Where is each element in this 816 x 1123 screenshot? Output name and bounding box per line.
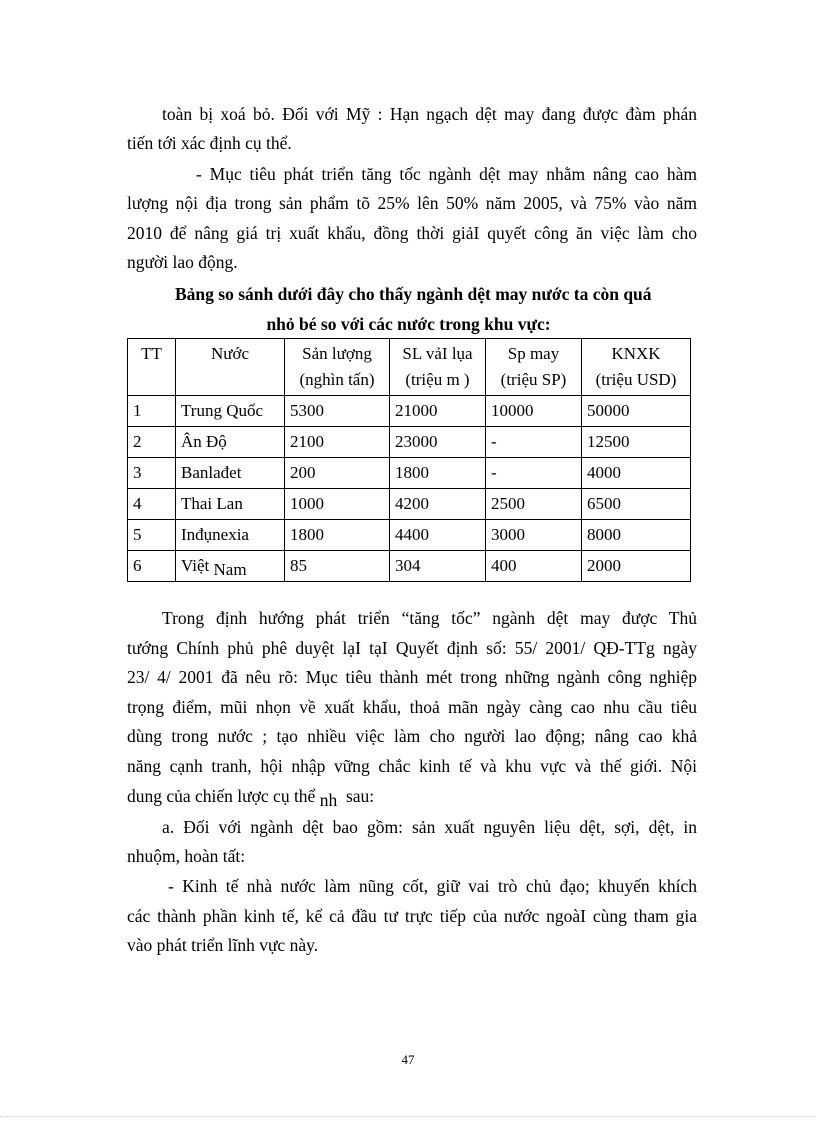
table-row xyxy=(128,427,691,458)
table-cell: Trung Quốc xyxy=(176,396,285,427)
text-line: 23/ 4/ 2001 đã nêu rõ: Mục tiêu thành mét trong những ngành công nghiệp xyxy=(127,667,697,687)
table-caption: Bảng so sánh dưới đây cho thấy ngành dệt may nước ta còn quá xyxy=(175,284,652,304)
header-cell: SL vảI lụa (triệu m ) xyxy=(390,339,486,396)
text-line: lượng nội địa trong sản phẩm tõ 25% lên 50% năm 2005, và 75% vào năm xyxy=(127,193,697,213)
table-cell: 10000 xyxy=(486,396,582,427)
table-cell: 50000 xyxy=(582,396,691,427)
table-cell xyxy=(176,551,285,582)
text-line: nhuộm, hoàn tất: xyxy=(127,846,246,866)
text-line: tướng Chính phủ phê duyệt lạI tạI Quyết định số: 55/ 2001/ QĐ-TTg ngày xyxy=(127,638,697,658)
text-line: 2010 để nâng giá trị xuất khẩu, đồng thời giảI quyết công ăn việc làm cho xyxy=(127,223,697,243)
table-cell: 4 xyxy=(128,489,176,520)
table-cell: 6 xyxy=(128,551,176,582)
text-line: vào phát triển lĩnh vực này. xyxy=(127,935,319,955)
table-cell: 6500 xyxy=(582,489,691,520)
text-line: dùng trong nước ; tạo nhiều việc làm cho người lao động; nâng cao khả xyxy=(127,726,697,746)
table-cell: 4200 xyxy=(390,489,486,520)
table-row xyxy=(128,396,691,427)
page-bottom-rule xyxy=(0,1116,816,1117)
table-cell: 3000 xyxy=(486,520,582,551)
text-line: trọng điểm, mũi nhọn về xuất khẩu, thoả mãn ngày càng cao nhu cầu tiêu xyxy=(127,697,697,717)
table-cell: 2000 xyxy=(582,551,691,582)
header-cell: Sản lượng (nghìn tấn) xyxy=(285,339,390,396)
table-cell: 85 xyxy=(285,551,390,582)
table-cell: 200 xyxy=(285,458,390,489)
table-header-row xyxy=(128,339,691,396)
table-cell: 12500 xyxy=(582,427,691,458)
table-row xyxy=(128,489,691,520)
text-line: toàn bị xoá bỏ. Đối với Mỹ : Hạn ngạch dệt may đang được đàm phán xyxy=(162,104,697,124)
table-cell: - xyxy=(486,458,582,489)
header-cell: TT xyxy=(128,339,176,396)
text-line: các thành phần kinh tế, kể cả đầu tư trực tiếp của nước ngoàI cùng tham gia xyxy=(127,906,697,926)
table-row xyxy=(128,520,691,551)
header-cell: Nước xyxy=(176,339,285,396)
table-cell: Thai Lan xyxy=(176,489,285,520)
table-cell: 23000 xyxy=(390,427,486,458)
table-cell: Ân Độ xyxy=(176,427,285,458)
table-cell: 1000 xyxy=(285,489,390,520)
text-line: năng cạnh tranh, hội nhập vững chắc kinh tế và khu vực và thế giới. Nội xyxy=(127,756,697,776)
table-cell: 4400 xyxy=(390,520,486,551)
page-number: 47 xyxy=(401,1052,415,1067)
table-cell: 1 xyxy=(128,396,176,427)
table-cell: 2100 xyxy=(285,427,390,458)
table-row xyxy=(128,551,691,582)
header-cell: Sp may (triệu SP) xyxy=(486,339,582,396)
table-cell: 1800 xyxy=(390,458,486,489)
table-cell: 21000 xyxy=(390,396,486,427)
table-cell: 4000 xyxy=(582,458,691,489)
text-line: người lao động. xyxy=(127,252,238,272)
comparison-table xyxy=(127,338,691,582)
text-line: Trong định hướng phát triển “tăng tốc” ngành dệt may được Thủ xyxy=(162,608,697,628)
text-line: - Kinh tế nhà nước làm nũng cốt, giữ vai trò chủ đạo; khuyến khích xyxy=(168,876,697,896)
table-cell: 5300 xyxy=(285,396,390,427)
country-name: Việt xyxy=(181,556,210,575)
table-cell: 8000 xyxy=(582,520,691,551)
table-cell: 3 xyxy=(128,458,176,489)
table-cell: Inđụnexia xyxy=(176,520,285,551)
text-line: - Mục tiêu phát triển tăng tốc ngành dệt may nhằm nâng cao hàm xyxy=(196,164,697,184)
table-cell: - xyxy=(486,427,582,458)
text-line: dung của chiến lược cụ thể nh sau: xyxy=(127,786,375,810)
header-cell: KNXK (triệu USD) xyxy=(582,339,691,396)
table-cell: Banlađet xyxy=(176,458,285,489)
table-caption: nhỏ bé so với các nước trong khu vực: xyxy=(266,314,551,334)
table-cell: 304 xyxy=(390,551,486,582)
table-cell: 2 xyxy=(128,427,176,458)
text-line: tiến tới xác định cụ thể. xyxy=(127,133,292,153)
table-cell: 2500 xyxy=(486,489,582,520)
table-cell: 400 xyxy=(486,551,582,582)
table-cell: 5 xyxy=(128,520,176,551)
table-row xyxy=(128,458,691,489)
country-name-suffix: Nam xyxy=(213,560,247,579)
table-cell: 1800 xyxy=(285,520,390,551)
text-line: a. Đối với ngành dệt bao gồm: sản xuất nguyên liệu dệt, sợi, dệt, in xyxy=(162,817,697,837)
